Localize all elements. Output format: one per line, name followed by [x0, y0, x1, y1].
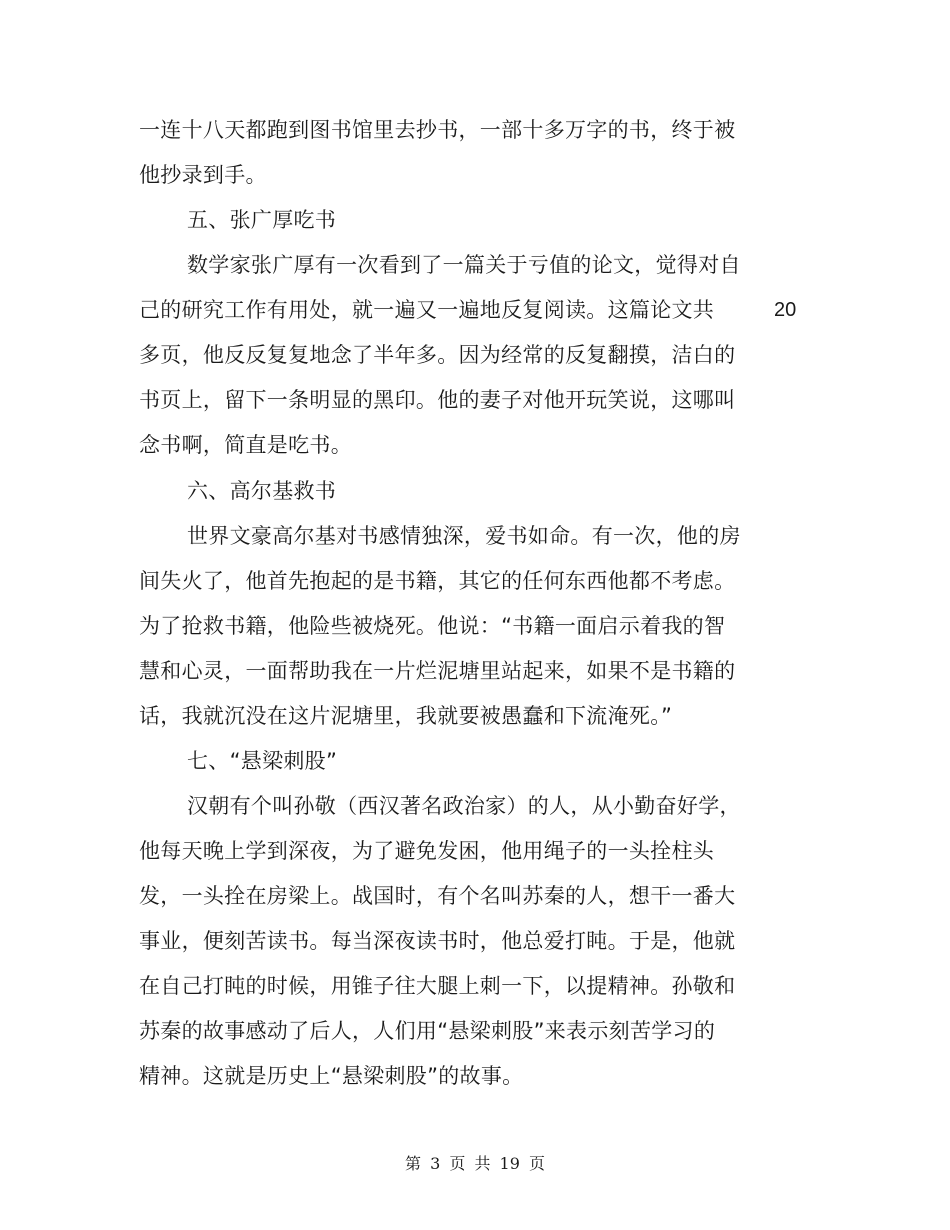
text-line: 精神。这就是历史上“悬梁刺股”的故事。: [139, 1064, 524, 1088]
text-line: 书页上，留下一条明显的黑印。他的妻子对他开玩笑说，这哪叫: [139, 388, 736, 412]
text-line: 多页，他反反复复地念了半年多。因为经常的反复翻摸，洁白的: [139, 343, 736, 367]
margin-number: 20: [774, 299, 797, 321]
text-line: 世界文豪高尔基对书感情独深，爱书如命。有一次，他的房: [187, 524, 741, 548]
text-line: 一连十八天都跑到图书馆里去抄书，一部十多万字的书，终于被: [139, 118, 736, 142]
text-line: 话，我就沉没在这片泥塘里，我就要被愚蠢和下流淹死。”: [139, 704, 673, 728]
text-line: 己的研究工作有用处，就一遍又一遍地反复阅读。这篇论文共: [139, 298, 715, 322]
text-line: 为了抢救书籍，他险些被烧死。他说：“书籍一面启示着我的智: [139, 614, 726, 638]
text-line: 慧和心灵，一面帮助我在一片烂泥塘里站起来，如果不是书籍的: [139, 659, 736, 683]
text-line: 发，一头拴在房梁上。战国时，有个名叫苏秦的人，想干一番大: [139, 884, 736, 908]
text-line: 数学家张广厚有一次看到了一篇关于亏值的论文，觉得对自: [187, 253, 741, 277]
text-line: 在自己打盹的时候，用锥子往大腿上刺一下，以提精神。孙敬和: [139, 974, 736, 998]
text-line: 苏秦的故事感动了后人，人们用“悬梁刺股”来表示刻苦学习的: [139, 1019, 716, 1043]
text-line: 间失火了，他首先抱起的是书籍，其它的任何东西他都不考虑。: [139, 569, 736, 593]
section-heading: 七、“悬梁刺股”: [187, 749, 338, 773]
text-line: 念书啊，简直是吃书。: [139, 433, 352, 457]
text-line: 他每天晚上学到深夜，为了避免发困，他用绳子的一头拴柱头: [139, 839, 715, 863]
text-line: 事业，便刻苦读书。每当深夜读书时，他总爱打盹。于是，他就: [139, 929, 736, 953]
text-line: 他抄录到手。: [139, 163, 267, 187]
section-heading: 五、张广厚吃书: [187, 208, 337, 232]
page-footer: 第 3 页 共 19 页: [405, 1154, 545, 1173]
section-heading: 六、高尔基救书: [187, 479, 337, 503]
text-line: 汉朝有个叫孙敬（西汉著名政治家）的人，从小勤奋好学，: [187, 794, 741, 818]
